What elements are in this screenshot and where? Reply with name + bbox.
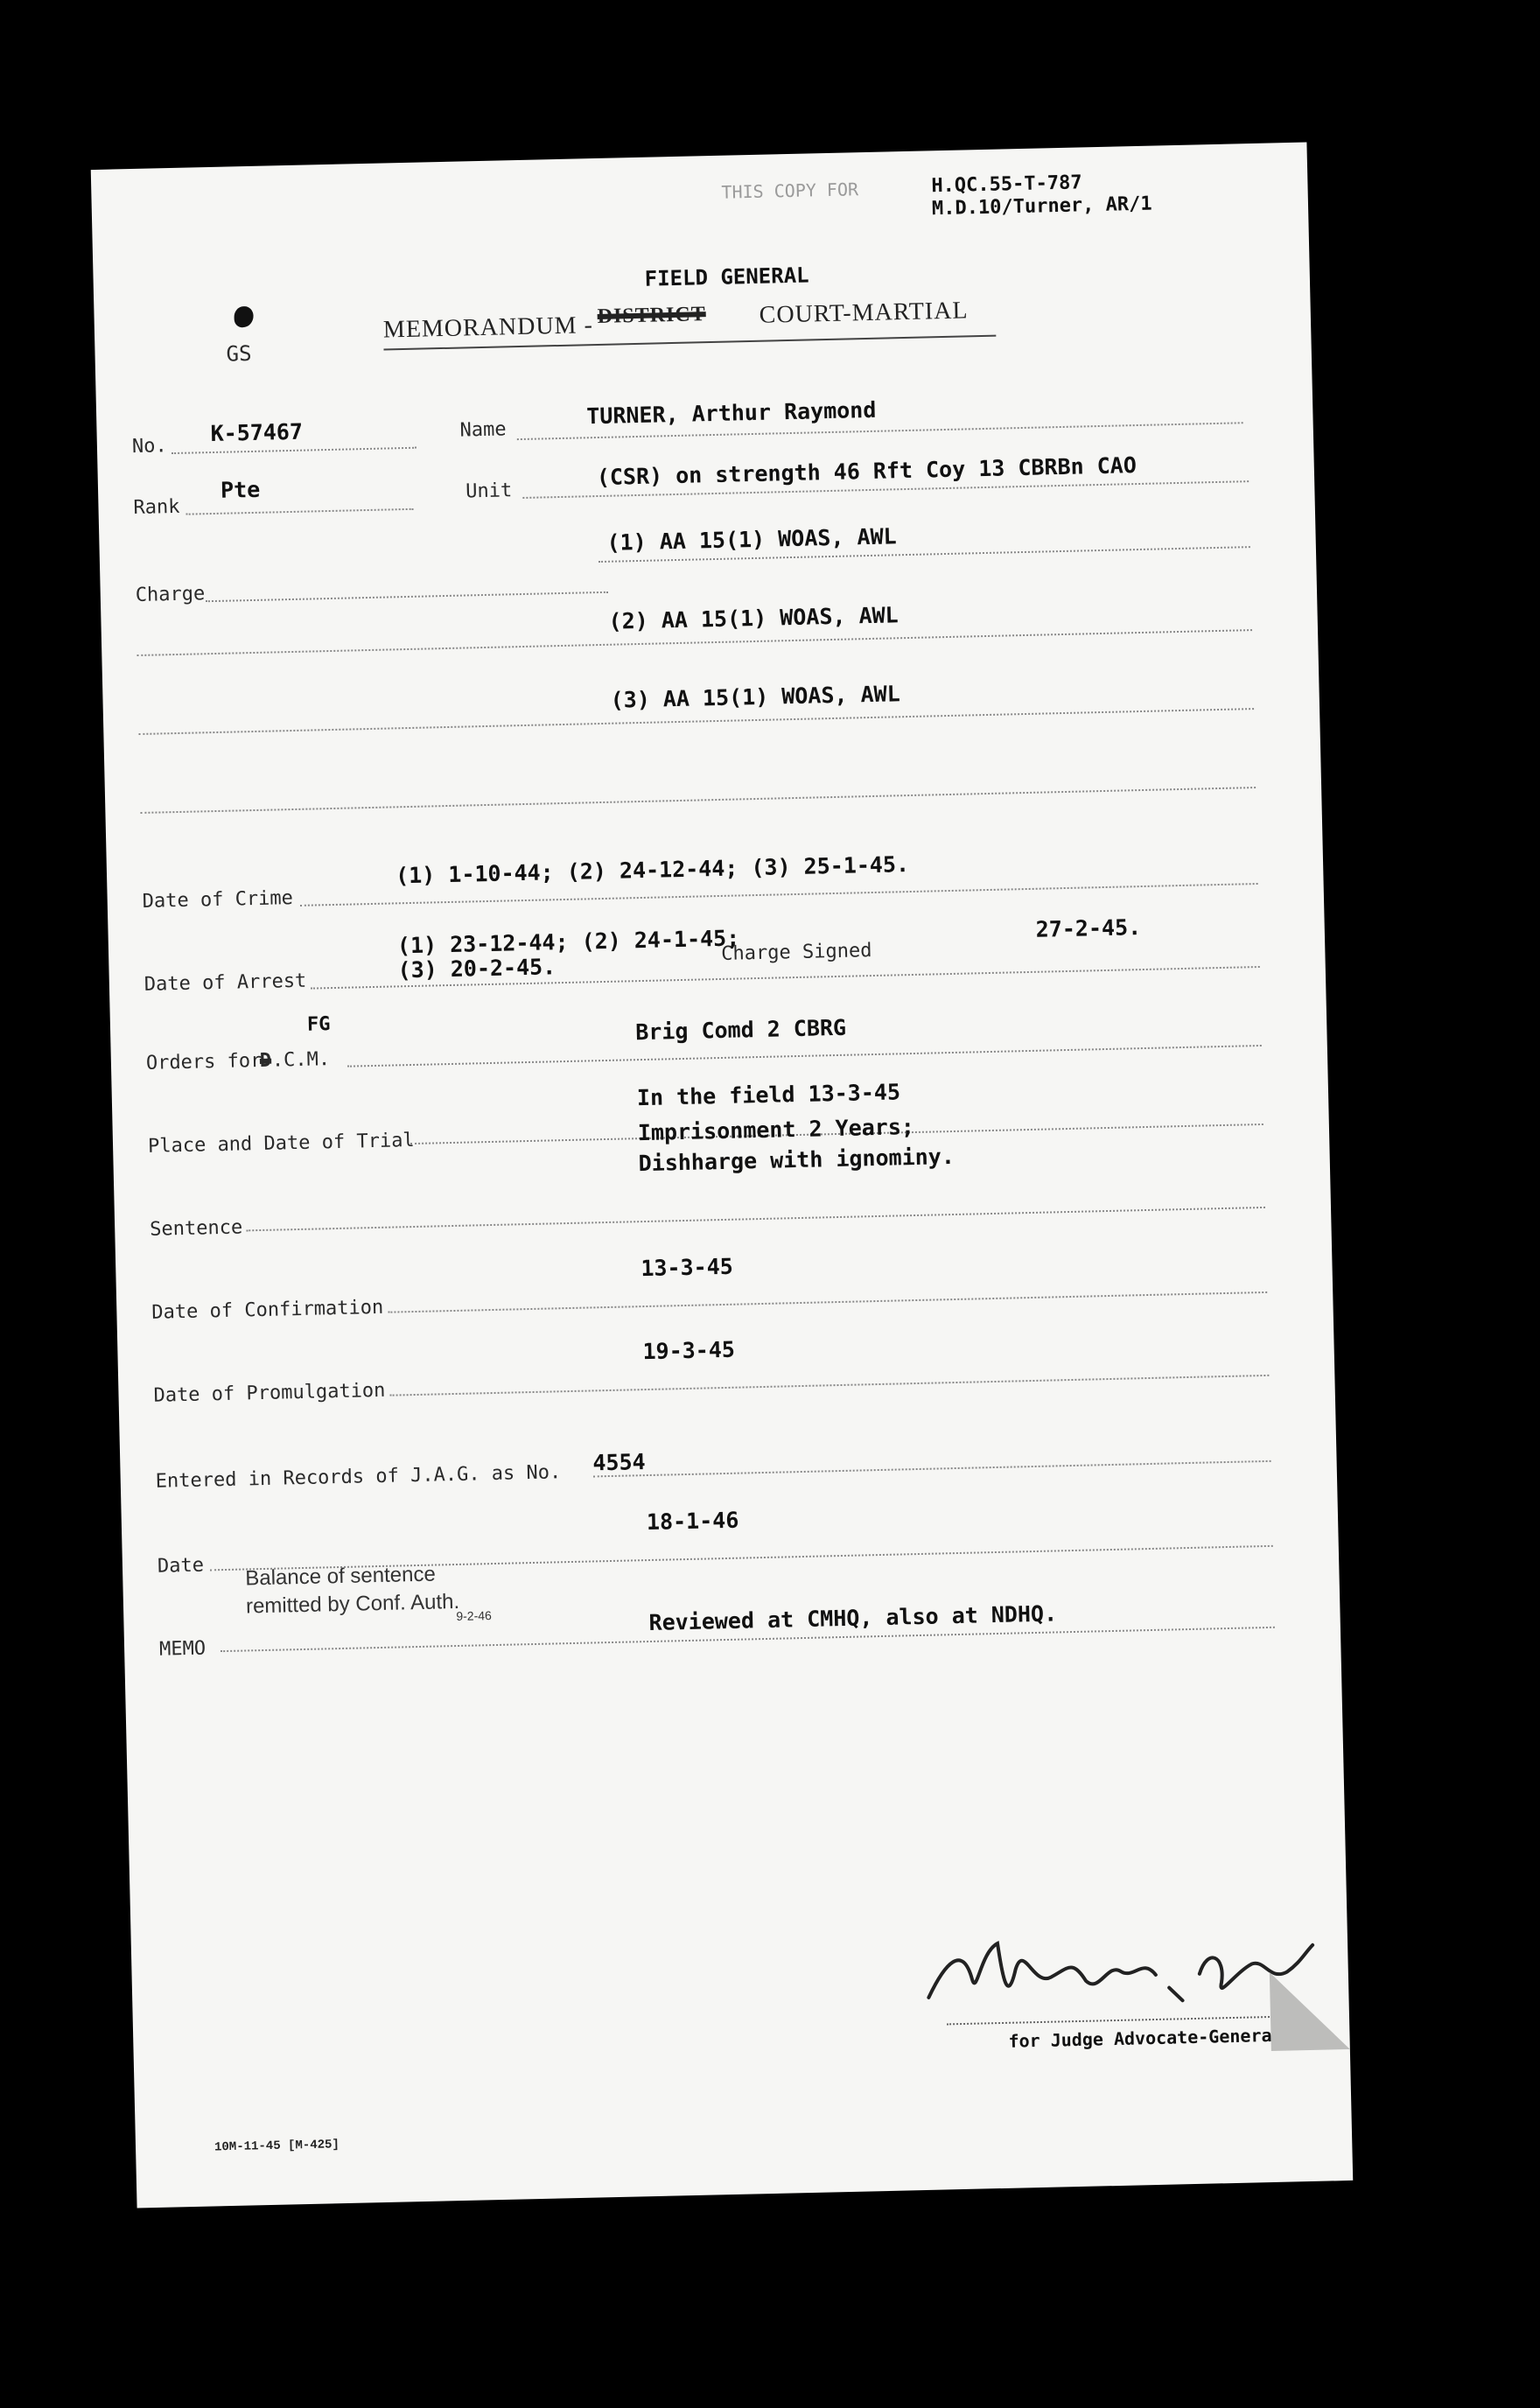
unit-value: (CSR) on strength 46 Rft Coy 13 CBRBn CAO [596, 452, 1138, 491]
memo-value: Reviewed at CMHQ, also at NDHQ. [648, 1600, 1058, 1636]
unit-label: Unit [465, 480, 513, 503]
date-of-promulgation-value: 19-3-45 [642, 1336, 736, 1365]
sentence-line-2: Dishharge with ignominy. [638, 1143, 956, 1177]
remission-stamp-line-2: remitted by Conf. Auth. [245, 1589, 460, 1619]
sentence-label: Sentence [149, 1216, 243, 1241]
file-reference-md: M.D.10/Turner, AR/1 [931, 192, 1152, 220]
sentence-line-1: Imprisonment 2 Years; [637, 1114, 915, 1146]
signature-scribble [919, 1919, 1323, 2024]
remission-stamp-line-1: Balance of sentence [245, 1562, 437, 1591]
charge-label-dotted-line [206, 592, 608, 602]
date-of-confirmation-label: Date of Confirmation [151, 1296, 384, 1324]
service-number: K-57467 [210, 418, 304, 447]
orders-for-dotted-line [347, 1045, 1262, 1068]
date-of-crime-label: Date of Crime [142, 887, 294, 913]
date-of-promulgation-label: Date of Promulgation [153, 1379, 386, 1407]
field-general-insert: FIELD GENERAL [644, 262, 809, 291]
orders-for-value: Brig Comd 2 CBRG [634, 1014, 847, 1046]
date-of-confirmation-value: 13-3-45 [640, 1253, 734, 1282]
memo-label: MEMO [158, 1637, 206, 1661]
form-code: 10M-11-45 [M-425] [214, 2138, 340, 2155]
gs-mark: GS [226, 340, 252, 367]
no-dotted-line [172, 447, 416, 454]
charge-signed-label: Charge Signed [720, 940, 872, 965]
charge-3-dotted-line [138, 708, 1254, 735]
rank-label: Rank [133, 495, 180, 520]
place-date-trial-value: In the field 13-3-45 [636, 1079, 901, 1111]
date-of-arrest-line-1: (1) 23-12-44; (2) 24-1-45; [396, 925, 740, 959]
date-of-promulgation-dotted-line [390, 1375, 1270, 1396]
charge-2-dotted-line [136, 629, 1252, 656]
date-of-confirmation-dotted-line [388, 1292, 1267, 1313]
charge-signed-value: 27-2-45. [1035, 914, 1142, 942]
entered-records-dotted-line [593, 1460, 1271, 1478]
file-reference-hq: H.QC.55-T-787 [931, 172, 1082, 198]
officer-signature [919, 1919, 1323, 2024]
remission-stamp-date: 9-2-46 [456, 1608, 492, 1624]
struck-district-word: DISTRICT [597, 303, 707, 328]
date-value: 18-1-46 [646, 1507, 739, 1536]
sentence-dotted-line [246, 1207, 1265, 1231]
for-judge-advocate-general: for Judge Advocate-General [1008, 2024, 1283, 2052]
orders-for-label: Orders for [145, 1049, 262, 1074]
place-date-trial-label: Place and Date of Trial [147, 1129, 415, 1158]
date-of-arrest-line-2: (3) 20-2-45. [397, 954, 556, 984]
charge-2: (2) AA 15(1) WOAS, AWL [608, 602, 899, 634]
entered-records-label: Entered in Records of J.A.G. as No. [155, 1461, 562, 1493]
ink-blot [234, 306, 254, 327]
memorandum-title: MEMORANDUM - [382, 312, 594, 344]
charge-blank-dotted-line [140, 787, 1256, 814]
charge-label: Charge [135, 583, 206, 607]
date-of-crime-value: (1) 1-10-44; (2) 24-12-44; (3) 25-1-45. [395, 851, 910, 889]
no-label: No. [131, 435, 167, 458]
rank-dotted-line [186, 508, 414, 515]
court-martial-title: COURT-MARTIAL [759, 297, 969, 329]
soldier-name: TURNER, Arthur Raymond [585, 396, 877, 430]
faint-stamp-text: THIS COPY FOR [721, 178, 859, 203]
date-label: Date [157, 1554, 205, 1578]
charge-3: (3) AA 15(1) WOAS, AWL [610, 681, 901, 713]
date-of-arrest-label: Date of Arrest [144, 970, 307, 996]
name-label: Name [459, 418, 507, 442]
orders-for-struck-d: D [259, 1049, 272, 1072]
folded-corner [1270, 1970, 1350, 2051]
orders-for-fg-insert: FG [306, 1013, 331, 1036]
memorandum-sheet [91, 143, 1354, 2208]
entered-records-number: 4554 [592, 1449, 646, 1476]
charge-1: (1) AA 15(1) WOAS, AWL [606, 523, 897, 556]
orders-for-suffix: .C.M. [271, 1048, 331, 1072]
rank-value: Pte [220, 476, 261, 503]
